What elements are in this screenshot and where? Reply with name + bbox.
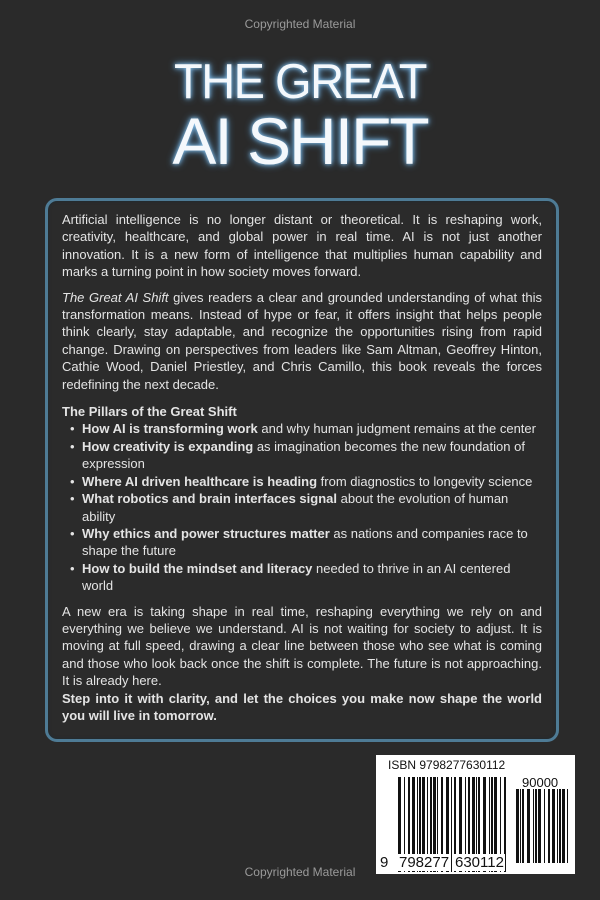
blurb-paragraph-3: A new era is taking shape in real time, reshaping everything we rely on and everything we believe we understand. AI is not waiting for society to adjust. It is moving at full speed, drawing a clear line between those who see what is coming and those who look back once the shift is complete. The future is not approaching. It is already here. [62,603,542,689]
barcode-bar [527,789,530,863]
pillar-bold: How to build the mindset and literacy [82,560,313,576]
pillar-bold: Why ethics and power structures matter [82,525,330,541]
blurb-box [45,198,559,742]
pillar-item [82,525,542,560]
book-title-italic: The Great AI Shift [62,289,169,305]
pillar-text: about the evolution of human ability [82,491,509,524]
pillars-list [62,420,542,594]
copyright-notice-top: Copyrighted Material [244,17,356,31]
pillar-bold: What robotics and brain interfaces signal [82,491,337,507]
pillar-text: and why human judgment remains at the center [257,421,536,437]
pillar-item [82,560,542,595]
pillar-item [82,473,542,490]
barcode-bar [557,789,558,863]
pillar-bold: Where AI driven healthcare is heading [82,473,318,489]
pillar-item [82,490,542,525]
price-code: 90000 [522,775,559,790]
isbn-barcode [376,755,575,874]
blurb-paragraph-2 [62,289,542,393]
barcode-bar [516,789,519,863]
book-title-line1: THE GREAT [174,52,426,109]
book-title-line2: AI SHIFT [172,104,428,178]
barcode-bar [544,789,545,863]
barcode-bar [548,789,550,863]
barcode-digit-first: 9 [380,854,389,871]
barcode-bar [535,789,537,863]
pillar-bold: How creativity is expanding [82,438,254,454]
barcode-bar [567,789,568,863]
barcode-bar [451,777,452,872]
pillar-bold: How AI is transforming work [82,421,258,437]
barcode-digits-group2: 630112 [455,854,504,871]
pillar-item [82,420,542,437]
barcode-digits-group1: 798277 [399,854,450,871]
pillar-text: from diagnostics to longevity science [317,473,533,489]
blurb-paragraph-1: Artificial intelligence is no longer distant or theoretical. It is reshaping work, creativity, healthcare, and global power in real time. AI is not just another innovation. It is a new form of intelligence that multiplies human capability and marks a turning point in how society moves forward. [62,212,542,280]
pillar-text: as nations and companies race to shape the future [82,525,528,559]
barcode-bar [552,789,555,863]
barcode-bar [522,789,524,863]
pillars-heading: The Pillars of the Great Shift [62,404,237,420]
copyright-notice-bottom: Copyrighted Material [244,865,356,879]
pillar-item [82,438,542,473]
isbn-label: ISBN 9798277630112 [388,758,506,772]
closing-statement [62,690,542,725]
barcode-bar [562,789,565,863]
barcode-bar [538,789,541,863]
barcode-bar [533,789,534,863]
closing-bold: Step into it with clarity, and let the choices you make now shape the world you will live in tomorrow. [62,690,542,723]
pillar-text: as imagination becomes the new foundation of expression [82,438,525,472]
barcode-bar [520,789,521,863]
barcode-bar [559,789,561,863]
pillar-text: needed to thrive in an AI centered world [82,560,511,594]
blurb-paragraph-2-text: gives readers a clear and grounded understanding of what this transformation means. Instead of hype or fear, it offers insight that helps people think clearly, stay adaptable, and recognize the opportunities rising from rapid change. Drawing on perspectives from leaders like Sam Altman, Geoffrey Hinton, Cathie Wood, Daniel Priestley, and Chris Camillo, this book reveals the forces redefining the next decade. [62,289,542,392]
